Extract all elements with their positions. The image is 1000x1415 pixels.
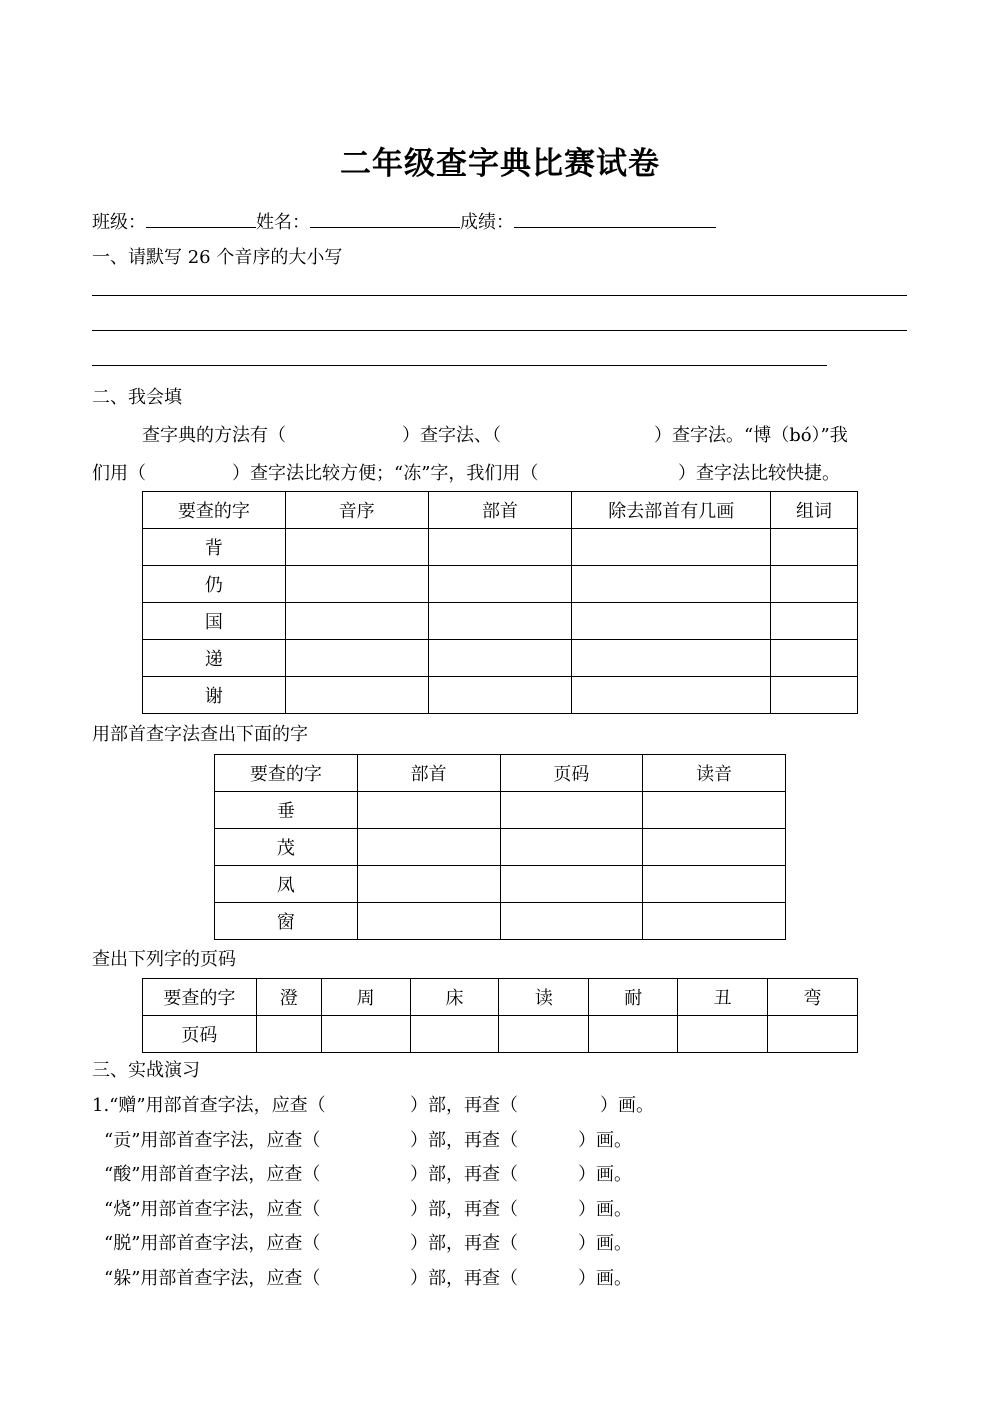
character-cell: 周 xyxy=(321,979,410,1016)
exercise-mid: ）部，再查（ xyxy=(410,1199,518,1220)
exercise-end: ）画。 xyxy=(600,1095,654,1116)
exercise-mid: ）部，再查（ xyxy=(410,1164,518,1185)
table-row xyxy=(215,829,786,866)
exercise-end: ）画。 xyxy=(578,1164,632,1185)
score-blank[interactable] xyxy=(514,211,716,228)
answer-cell[interactable] xyxy=(678,1016,768,1053)
answer-cell[interactable] xyxy=(589,1016,678,1053)
answer-cell[interactable] xyxy=(643,829,786,866)
table-row xyxy=(143,677,858,714)
table-row xyxy=(143,529,858,566)
student-info-line xyxy=(92,208,716,234)
answer-cell[interactable] xyxy=(357,792,500,829)
table-header-row xyxy=(143,979,858,1016)
answer-cell[interactable] xyxy=(357,866,500,903)
answer-cell[interactable] xyxy=(499,1016,589,1053)
answer-cell[interactable] xyxy=(428,529,572,566)
table-row xyxy=(143,566,858,603)
table-header-cell: 组词 xyxy=(771,492,858,529)
character-cell: 国 xyxy=(143,603,286,640)
exercise-prefix: “贡”用部首查字法，应查（ xyxy=(104,1130,321,1151)
answer-cell[interactable] xyxy=(285,529,428,566)
exercise-prefix: “烧”用部首查字法，应查（ xyxy=(104,1199,321,1220)
answer-cell[interactable] xyxy=(428,640,572,677)
exercise-mid: ）部，再查（ xyxy=(410,1095,518,1116)
exercise-mid: ）部，再查（ xyxy=(410,1130,518,1151)
answer-cell[interactable] xyxy=(500,829,643,866)
score-label: 成绩： xyxy=(460,212,514,233)
answer-cell[interactable] xyxy=(768,1016,858,1053)
answer-cell[interactable] xyxy=(771,677,858,714)
table-row xyxy=(215,792,786,829)
exercise-prefix: “脱”用部首查字法，应查（ xyxy=(104,1233,321,1254)
character-cell: 读 xyxy=(499,979,589,1016)
page-title: 二年级查字典比赛试卷 xyxy=(340,146,660,182)
exercise-end: ）画。 xyxy=(578,1130,632,1151)
character-cell: 凤 xyxy=(215,866,358,903)
table-header-cell: 除去部首有几画 xyxy=(572,492,771,529)
section3-heading: 三、实战演习 xyxy=(92,1060,200,1081)
row-header-cell: 要查的字 xyxy=(143,979,257,1016)
class-blank[interactable] xyxy=(146,211,256,228)
answer-cell[interactable] xyxy=(428,566,572,603)
answer-line-3[interactable] xyxy=(92,365,827,366)
character-cell: 弯 xyxy=(768,979,858,1016)
answer-cell[interactable] xyxy=(428,603,572,640)
exercise-end: ）画。 xyxy=(578,1233,632,1254)
exercise-prefix: 1.“赠”用部首查字法，应查（ xyxy=(92,1095,326,1116)
exercise-prefix: “躲”用部首查字法，应查（ xyxy=(104,1268,321,1289)
lookup-table-1 xyxy=(142,491,858,714)
character-cell: 澄 xyxy=(256,979,321,1016)
character-cell: 背 xyxy=(143,529,286,566)
exercise-mid: ）部，再查（ xyxy=(410,1233,518,1254)
character-cell: 床 xyxy=(410,979,499,1016)
name-label: 姓名： xyxy=(256,212,310,233)
table-header-row xyxy=(143,492,858,529)
class-label: 班级： xyxy=(92,212,146,233)
table3-caption: 查出下列字的页码 xyxy=(92,949,236,970)
table-header-cell: 读音 xyxy=(643,755,786,792)
character-cell: 垂 xyxy=(215,792,358,829)
lookup-table-2 xyxy=(214,754,786,940)
answer-line-1[interactable] xyxy=(92,295,907,296)
para1-part-c: ）查字法。“博（bó）”我 xyxy=(654,425,848,446)
table-header-cell: 页码 xyxy=(500,755,643,792)
answer-cell[interactable] xyxy=(285,566,428,603)
table-header-row xyxy=(215,755,786,792)
answer-cell[interactable] xyxy=(771,640,858,677)
exercise-end: ）画。 xyxy=(578,1199,632,1220)
page-number-table xyxy=(142,978,858,1053)
section1-heading: 一、请默写 26 个音序的大小写 xyxy=(92,247,343,268)
character-cell: 耐 xyxy=(589,979,678,1016)
answer-cell[interactable] xyxy=(357,829,500,866)
exercise-mid: ）部，再查（ xyxy=(410,1268,518,1289)
character-cell: 仍 xyxy=(143,566,286,603)
table-header-cell: 要查的字 xyxy=(215,755,358,792)
table-header-cell: 部首 xyxy=(357,755,500,792)
row-header-cell: 页码 xyxy=(143,1016,257,1053)
exercise-prefix: “酸”用部首查字法，应查（ xyxy=(104,1164,321,1185)
answer-cell[interactable] xyxy=(410,1016,499,1053)
section2-heading: 二、我会填 xyxy=(92,387,182,408)
character-cell: 窗 xyxy=(215,903,358,940)
answer-cell[interactable] xyxy=(572,566,771,603)
answer-cell[interactable] xyxy=(500,866,643,903)
table-row xyxy=(143,640,858,677)
answer-cell[interactable] xyxy=(643,903,786,940)
answer-cell[interactable] xyxy=(572,529,771,566)
character-cell: 茂 xyxy=(215,829,358,866)
answer-cell[interactable] xyxy=(321,1016,410,1053)
table-row xyxy=(215,903,786,940)
answer-cell[interactable] xyxy=(285,603,428,640)
answer-cell[interactable] xyxy=(500,792,643,829)
table-row xyxy=(215,866,786,903)
para2-part-a: 们用（ xyxy=(92,463,146,484)
answer-cell[interactable] xyxy=(771,529,858,566)
para1-part-a: 查字典的方法有（ xyxy=(142,425,286,446)
table-header-cell: 要查的字 xyxy=(143,492,286,529)
exercise-end: ）画。 xyxy=(578,1268,632,1289)
answer-cell[interactable] xyxy=(643,792,786,829)
answer-cell[interactable] xyxy=(771,566,858,603)
table-header-cell: 部首 xyxy=(428,492,572,529)
table-header-cell: 音序 xyxy=(285,492,428,529)
para2-part-c: ）查字法比较快捷。 xyxy=(678,463,840,484)
answer-cell[interactable] xyxy=(643,866,786,903)
para1-part-b: ）查字法、（ xyxy=(402,425,501,446)
answer-cell[interactable] xyxy=(428,677,572,714)
answer-cell[interactable] xyxy=(771,603,858,640)
answer-cell[interactable] xyxy=(572,640,771,677)
answer-cell[interactable] xyxy=(572,677,771,714)
answer-cell[interactable] xyxy=(256,1016,321,1053)
answer-cell[interactable] xyxy=(285,640,428,677)
answer-cell[interactable] xyxy=(357,903,500,940)
character-cell: 递 xyxy=(143,640,286,677)
answer-cell[interactable] xyxy=(500,903,643,940)
table-row xyxy=(143,603,858,640)
answer-cell[interactable] xyxy=(572,603,771,640)
character-cell: 丑 xyxy=(678,979,768,1016)
character-cell: 谢 xyxy=(143,677,286,714)
name-blank[interactable] xyxy=(310,211,460,228)
table-row xyxy=(143,1016,858,1053)
table2-caption: 用部首查字法查出下面的字 xyxy=(92,724,308,745)
answer-line-2[interactable] xyxy=(92,330,907,331)
answer-cell[interactable] xyxy=(285,677,428,714)
para2-part-b: ）查字法比较方便；“冻”字，我们用（ xyxy=(232,463,539,484)
